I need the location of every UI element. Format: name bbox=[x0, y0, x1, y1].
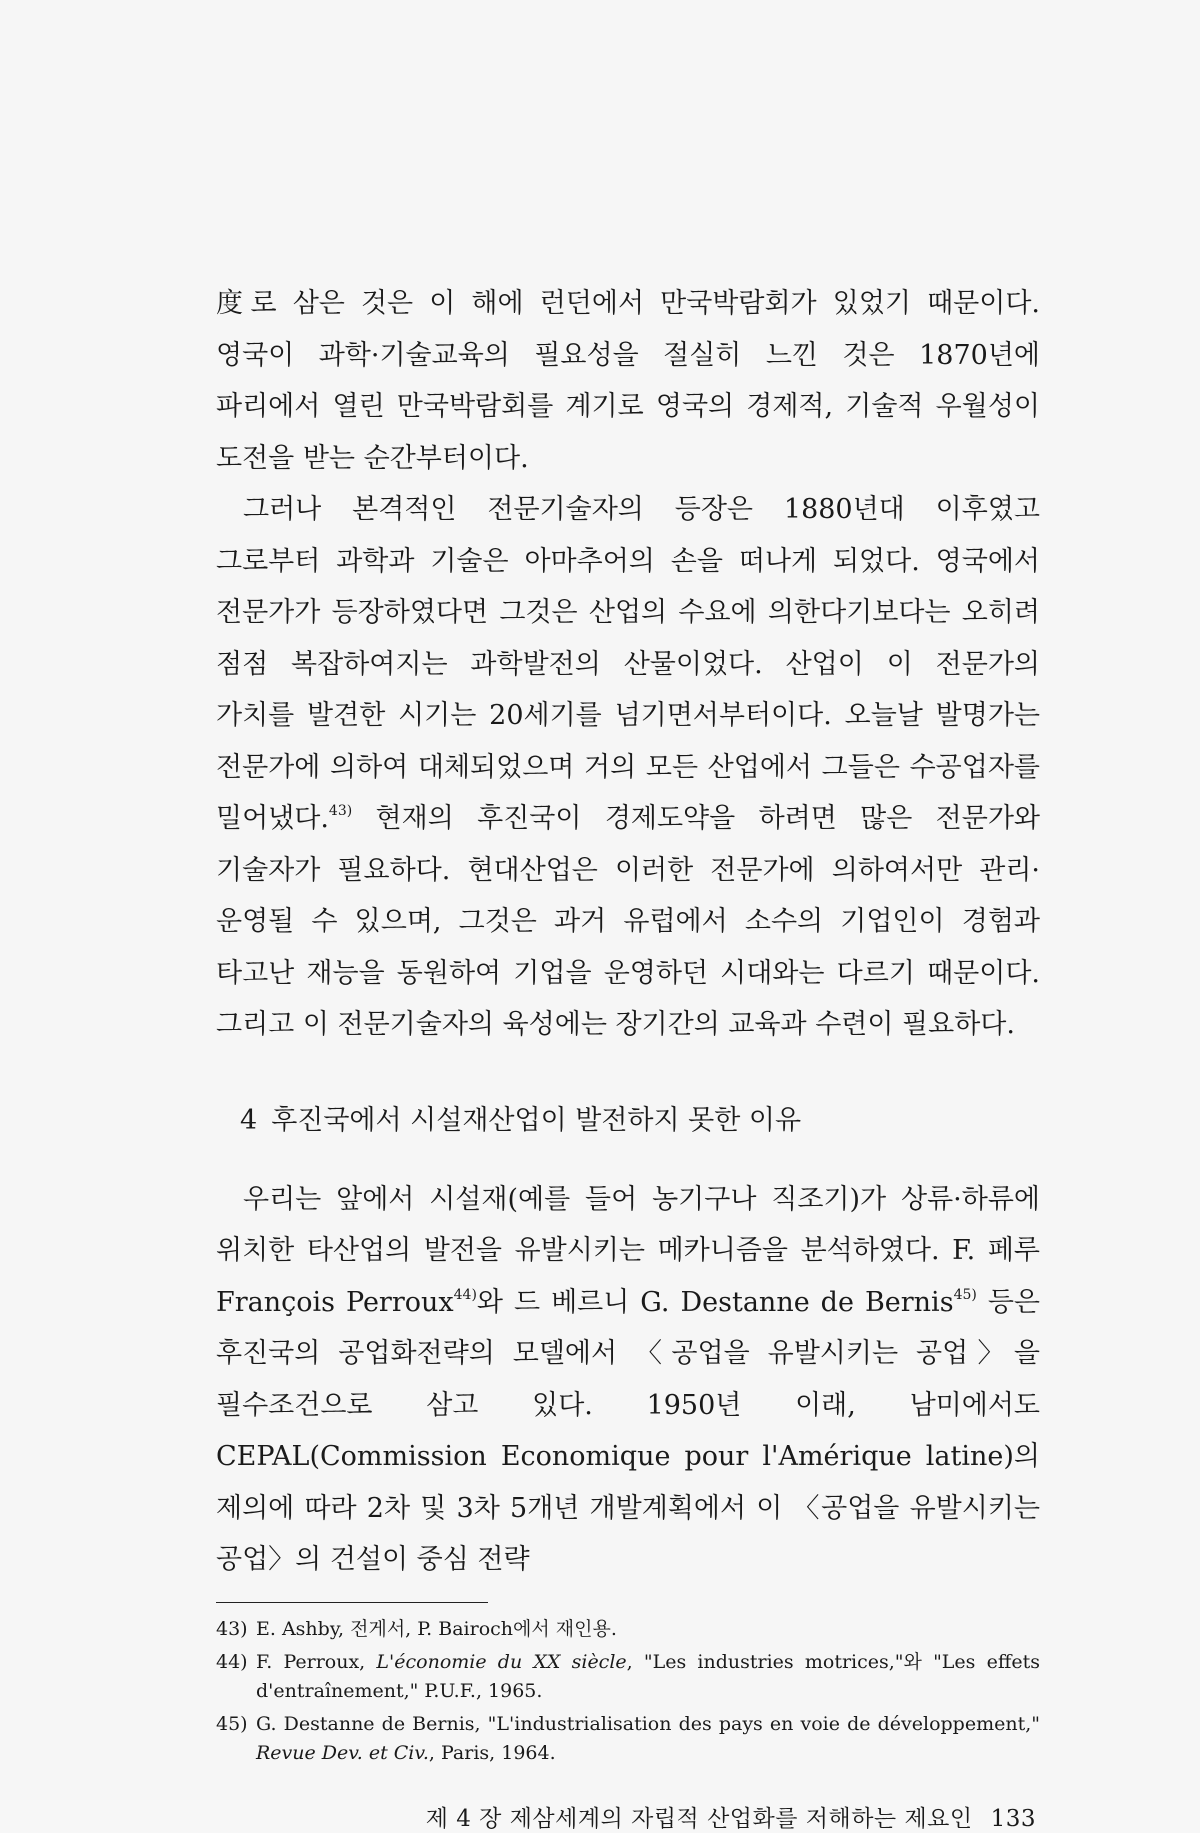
footnote-title-italic: Revue Dev. et Civ. bbox=[256, 1741, 429, 1764]
paragraph-text: 등은 후진국의 공업화전략의 모델에서 〈공업을 유발시키는 공업〉을 필수조건으로 삼고 있다. 1950년 이래, 남미에서도 CEPAL(Commission Economique pour l'Amérique latine)의 제의에 따라 2차 및 3차 5개년 개발계획에서 이 〈공업을 유발시키는 공업〉의 건설이 중심 전략 bbox=[216, 1286, 1041, 1575]
footnote-title-italic: L'économie du XX siècle bbox=[376, 1650, 627, 1673]
footnote-text: G. Destanne de Bernis, "L'industrialisation des pays en voie de développement," bbox=[256, 1712, 1040, 1735]
footnote-ref-45[interactable]: 45) bbox=[953, 1286, 977, 1303]
footnote-text: F. Perroux, bbox=[256, 1650, 377, 1673]
paragraph-text: 우리는 앞에서 시설재(예를 들어 농기구나 직조기)가 상류·하류에 위치한 타산업의 발전을 유발시키는 메카니즘을 분석하였다. F. 페루 François Perroux bbox=[216, 1183, 1040, 1318]
paragraph-capital-goods bbox=[216, 1174, 1040, 1586]
paragraph-text: 그러나 본격적인 전문기술자의 등장은 1880년대 이후였고 그로부터 과학과 기술은 아마추어의 손을 떠나게 되었다. 영국에서 전문가가 등장하였다면 그것은 산업의 수요에 의한다기보다는 오히려 점점 복잡하여지는 과학발전의 산물이었다. 산업이 이 전문가의 가치를 발견한 시기는 20세기를 넘기면서부터이다. 오늘날 발명가는 전문가에 의하여 대체되었으며 거의 모든 산업에서 그들은 수공업자를 밀어냈다. bbox=[216, 494, 1040, 834]
paragraph-text-continued: 현재의 후진국이 경제도약을 하려면 많은 전문가와 기술자가 필요하다. 현대산업은 이러한 전문가에 의하여서만 관리·운영될 수 있으며, 그것은 과거 유럽에서 소수의 기업인이 경험과 타고난 재능을 동원하여 기업을 운영하던 시대와는 다르기 때문이다. 그리고 이 전문기술자의 육성에는 장기간의 교육과 수련이 필요하다. bbox=[216, 803, 1040, 1040]
running-footer bbox=[216, 1800, 1040, 1833]
chapter-title: 제 4 장 제삼세계의 자립적 산업화를 저해하는 제요인 bbox=[425, 1805, 973, 1832]
paragraph-specialists bbox=[216, 484, 1040, 1051]
paragraph-text: 度로 삼은 것은 이 해에 런던에서 만국박람회가 있었기 때문이다. 영국이 과학·기술교육의 필요성을 절실히 느낀 것은 1870년에 파리에서 열린 만국박람회를 계기로 영국의 경제적, 기술적 우월성이 도전을 받는 순간부터이다. bbox=[216, 288, 1040, 474]
section-title: 후진국에서 시설재산업이 발전하지 못한 이유 bbox=[271, 1104, 802, 1136]
paragraph-text: 와 드 베르니 G. Destanne de Bernis bbox=[476, 1286, 954, 1318]
paragraph-continued bbox=[216, 278, 1040, 484]
footnote-43 bbox=[216, 1615, 1040, 1644]
section-heading bbox=[240, 1101, 1040, 1141]
footnote-text: , "Les industries motrices,"와 "Les effets d'entraînement," P.U.F., 1965. bbox=[256, 1650, 1040, 1702]
page-content bbox=[216, 278, 1040, 1833]
footnote-44 bbox=[216, 1648, 1040, 1706]
footnote-45 bbox=[216, 1710, 1040, 1768]
footnote-text: , Paris, 1964. bbox=[428, 1741, 556, 1764]
footnote-ref-44[interactable]: 44) bbox=[453, 1286, 477, 1303]
footnote-number: 45) bbox=[216, 1712, 248, 1735]
page-number: 133 bbox=[990, 1805, 1036, 1832]
section-number: 4 bbox=[240, 1104, 258, 1136]
body-text bbox=[216, 278, 1040, 1051]
footnote-number: 44) bbox=[216, 1650, 248, 1673]
footnotes bbox=[216, 1615, 1040, 1768]
footnote-number: 43) bbox=[216, 1617, 248, 1640]
section-body bbox=[216, 1174, 1040, 1586]
footnote-ref-43[interactable]: 43) bbox=[328, 803, 353, 819]
footnote-text: E. Ashby, 전게서, P. Bairoch에서 재인용. bbox=[256, 1617, 617, 1640]
footnote-divider bbox=[216, 1602, 488, 1603]
